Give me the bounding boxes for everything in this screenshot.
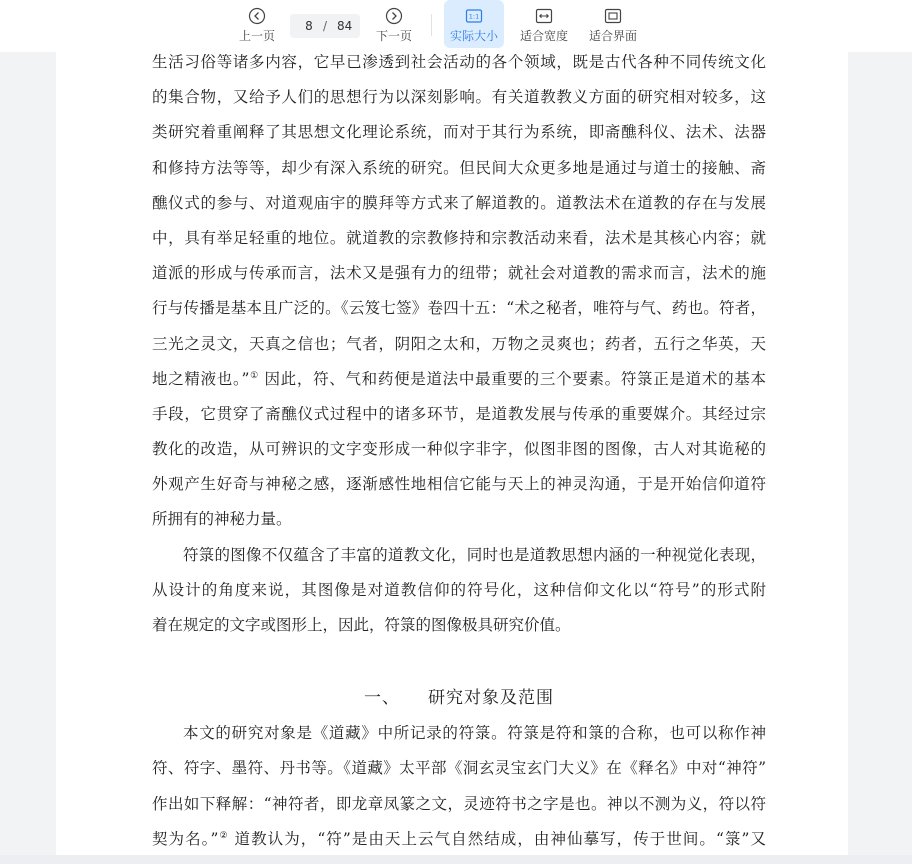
text-line-with-footnote [152, 822, 766, 857]
fit-width-label: 适合宽度 [519, 29, 568, 43]
section-title: 研究对象及范围 [428, 688, 554, 709]
text-line: 符箓的图像不仅蕴含了丰富的道教文化，同时也是道教思想内涵的一种视觉化表现， [183, 545, 766, 564]
text-line: 着在规定的文字或图形上，因此，符箓的图像极具研究价值。 [152, 616, 571, 634]
section-number: 一、 [364, 688, 400, 709]
toolbar-divider [431, 14, 432, 36]
fit-width-icon [535, 7, 553, 25]
footnote-marker[interactable]: ① [249, 370, 259, 381]
text-line: 生活习俗等诸多内容，它早已渗透到社会活动的各个领域，既是古代各种不同传统文化 [152, 53, 766, 71]
text-line: 手段，它贯穿了斋醮仪式过程中的诸多环节，是道教发展与传承的重要媒介。其经过宗 [152, 404, 766, 423]
total-pages: 84 [337, 19, 353, 33]
text-line: 的集合物，又给予人们的思想行为以深刻影响。有关道教教义方面的研究相对较多，这 [152, 88, 766, 107]
text-line: 中，具有举足轻重的地位。就道教的宗教修持和宗教活动来看，法术是其核心内容；就 [152, 228, 766, 247]
document-page[interactable] [56, 0, 848, 864]
actual-size-button[interactable] [444, 0, 504, 48]
prev-page-label: 上一页 [238, 29, 275, 43]
page-indicator[interactable] [290, 14, 360, 38]
actual-size-label: 实际大小 [449, 29, 498, 43]
page-content [152, 45, 766, 857]
chevron-right-circle-icon [385, 7, 403, 25]
text-line: 醮仪式的参与、对道观庙宇的膜拜等方式来了解道教的。道教法术在道教的存在与发展 [152, 193, 766, 212]
footnote-marker[interactable]: ② [218, 830, 229, 841]
page-separator: / [323, 19, 328, 33]
section-heading [152, 680, 766, 716]
actual-size-icon-text: 1:1 [468, 12, 480, 21]
actual-size-icon [465, 7, 483, 25]
next-page-button[interactable] [371, 0, 417, 48]
fit-page-icon [604, 7, 622, 25]
next-page-label: 下一页 [375, 29, 412, 43]
prev-page-button[interactable] [234, 0, 280, 48]
fit-width-button[interactable] [516, 0, 572, 48]
text-line: 行与传播是基本且广泛的。《云笈七签》卷四十五：“术之秘者，唯符与气、药也。符者， [152, 299, 766, 318]
current-page-input[interactable]: 8 [305, 19, 313, 33]
text-line: 所拥有的神秘力量。 [152, 510, 292, 529]
viewer-toolbar [0, 0, 912, 52]
text-line: 符、符字、墨符、丹书等。《道藏》太平部《洞玄灵宝玄门大义》在《释名》中对“神符” [152, 759, 766, 778]
text-line: 三光之灵文，天真之信也；气者，阴阳之太和，万物之灵爽也；药者，五行之华英，天 [152, 334, 766, 353]
fit-page-button[interactable] [585, 0, 641, 48]
text-segment: 契为名。” [152, 829, 219, 848]
bottom-scroll-area [0, 855, 912, 864]
text-segment: 道教认为，“符”是由天上云气自然结成，由神仙摹写，传于世间。“箓”又 [228, 829, 766, 848]
chevron-left-circle-icon [248, 7, 266, 25]
text-line: 教化的改造，从可辨识的文字变形成一种似字非字，似图非图的图像，古人对其诡秘的 [152, 440, 766, 459]
text-line: 外观产生好奇与神秘之感，逐渐感性地相信它能与天上的神灵沟通，于是开始信仰道符 [152, 475, 766, 494]
text-line: 和修持方法等等，却少有深入系统的研究。但民间大众更多地是通过与道士的接触、斋 [152, 158, 766, 177]
fit-page-label: 适合界面 [588, 29, 637, 43]
text-segment: 因此，符、气和药便是道法中最重要的三个要素。符箓正是道术的基本 [258, 369, 766, 388]
text-segment: 地之精液也。” [152, 369, 250, 388]
section-gap [152, 643, 766, 680]
text-line: 本文的研究对象是《道藏》中所记录的符箓。符箓是符和箓的合称，也可以称作神 [183, 724, 766, 743]
text-line: 类研究着重阐释了其思想文化理论系统，而对于其行为系统，即斋醮科仪、法术、法器 [152, 123, 766, 142]
text-line: 道派的形成与传承而言，法术又是强有力的纽带；就社会对道教的需求而言，法术的施 [152, 264, 766, 283]
text-line-with-footnote [152, 362, 766, 397]
text-line: 从设计的角度来说，其图像是对道教信仰的符号化，这种信仰文化以“符号”的形式附 [152, 580, 766, 599]
text-line: 作出如下释解：“神符者，即龙章凤篆之文，灵迹符书之字是也。神以不测为义，符以符 [152, 794, 766, 813]
